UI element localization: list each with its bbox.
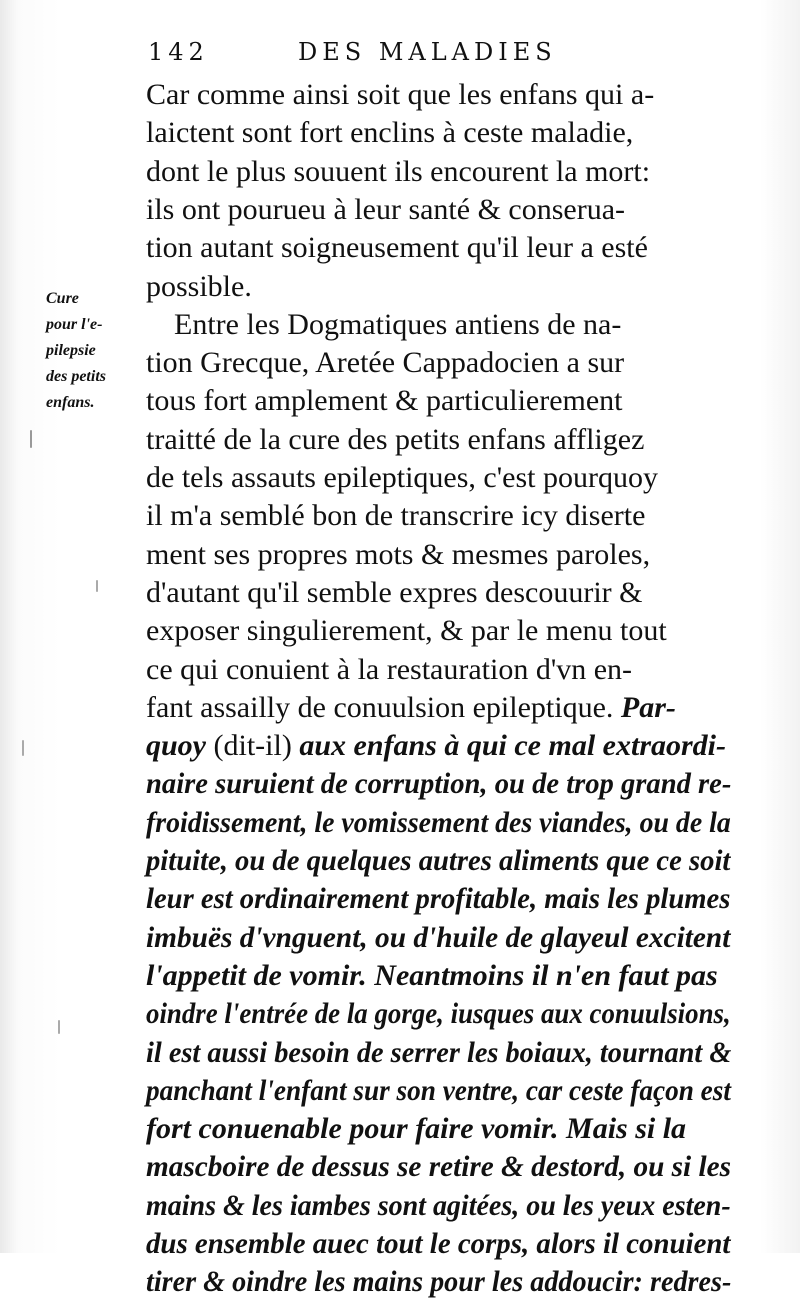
text-line (146, 1148, 731, 1186)
italic-text: fort conuenable pour faire vomir. Mais si la (146, 1112, 687, 1146)
roman-text: d'autant qu'il semble expres descouurir & (146, 575, 643, 609)
text-line (146, 421, 644, 459)
italic-text: leur est ordinairement profitable, mais les plumes (146, 882, 731, 916)
text-line (146, 1225, 730, 1263)
roman-text: ment ses propres mots & mesmes paroles, (146, 537, 651, 571)
paper-speck (58, 1020, 60, 1034)
italic-text: imbuës d'vnguent, ou d'huile de glayeul excitent (146, 920, 731, 954)
text-line (146, 919, 730, 957)
roman-text: dont le plus souuent ils encourent la mort: (146, 154, 651, 188)
roman-text: (dit-il) (206, 729, 300, 763)
text-line (146, 842, 730, 880)
text-line (146, 1034, 731, 1072)
text-line (146, 1110, 686, 1148)
text-line (146, 574, 643, 612)
page-number: 142 (148, 38, 209, 66)
text-line (146, 382, 623, 420)
paper-speck (96, 580, 98, 592)
italic-text: il est aussi besoin de serrer les boiaux, tournant & (146, 1035, 732, 1069)
roman-text: Entre les Dogmatiques antiens de na- (174, 307, 622, 341)
text-line (146, 268, 252, 306)
italic-text: dus ensemble auec tout le corps, alors il conuient (146, 1227, 731, 1260)
roman-text: ils ont pourueu à leur santé & conserua- (146, 192, 626, 226)
text-line (146, 765, 731, 803)
margin-note-line: enfans. (46, 394, 95, 411)
text-line (146, 612, 667, 650)
text-line (146, 689, 676, 727)
text-line (146, 1187, 731, 1225)
italic-text: mascboire de dessus se retire & destord, ou si les (146, 1150, 731, 1184)
italic-text: l'appetit de vomir. Neantmoins il n'en faut pas (146, 958, 718, 992)
text-line (146, 153, 650, 191)
margin-note (46, 286, 146, 416)
paper-speck (22, 740, 24, 756)
italic-text: panchant l'enfant sur son ventre, car ceste façon est (146, 1073, 731, 1107)
text-line (146, 957, 718, 995)
italic-text: pituite, ou de quelques autres aliments que ce soit (146, 844, 731, 877)
italic-text: froidissement, le vomissement des viandes, ou de la (146, 805, 731, 839)
roman-text: traitté de la cure des petits enfans affligez (146, 422, 645, 456)
roman-text: tion autant soigneusement qu'il leur a esté (146, 231, 648, 265)
roman-text: tous fort amplement & particulierement (146, 384, 623, 418)
roman-text: ce qui conuient à la restauration d'vn en- (146, 652, 633, 686)
margin-note-line: Cure (46, 290, 79, 307)
text-line (146, 536, 650, 574)
text-line (146, 880, 730, 918)
text-line (146, 344, 624, 382)
italic-text: Par- (613, 690, 676, 724)
roman-text: fant assailly de conuulsion epileptique. (146, 690, 614, 724)
text-line (146, 229, 648, 267)
text-line (146, 1263, 731, 1301)
text-line (146, 459, 658, 497)
italic-text: quoy (146, 729, 206, 763)
roman-text: Car comme ainsi soit que les enfans qui a- (146, 78, 655, 111)
text-line (146, 651, 632, 689)
roman-text: exposer singulierement, & par le menu tout (146, 614, 667, 648)
margin-note-line: pilepsie (46, 342, 96, 359)
text-line (174, 306, 621, 344)
margin-note-line: pour l'e- (46, 316, 103, 333)
text-line (146, 804, 731, 842)
italic-text: mains & les iambes sont agitées, ou les yeux esten- (146, 1188, 731, 1222)
text-line (146, 995, 731, 1033)
italic-text: tirer & oindre les mains pour les addoucir: redres- (146, 1265, 732, 1299)
roman-text: possible. (146, 269, 252, 303)
running-title: DES MALADIES (298, 38, 557, 66)
text-line (146, 727, 726, 765)
roman-text: laictent sont fort enclins à ceste maladie, (146, 116, 634, 150)
text-line (146, 114, 633, 152)
italic-text: naire suruient de corruption, ou de trop grand re- (146, 767, 732, 801)
roman-text: de tels assauts epileptiques, c'est pourquoy (146, 461, 658, 494)
roman-text: tion Grecque, Aretée Cappadocien a sur (146, 346, 625, 380)
margin-note-line: des petits (46, 368, 106, 385)
paper-speck (30, 430, 32, 448)
roman-text: il m'a semblé bon de transcrire icy diserte (146, 499, 646, 533)
text-line (146, 191, 625, 229)
running-head (148, 38, 728, 68)
text-line (146, 1072, 731, 1110)
text-line (146, 497, 645, 535)
text-line (146, 76, 654, 114)
italic-text: aux enfans à qui ce mal extraordi- (299, 729, 726, 763)
italic-text: oindre l'entrée de la gorge, iusques aux conuulsions, (146, 997, 731, 1031)
